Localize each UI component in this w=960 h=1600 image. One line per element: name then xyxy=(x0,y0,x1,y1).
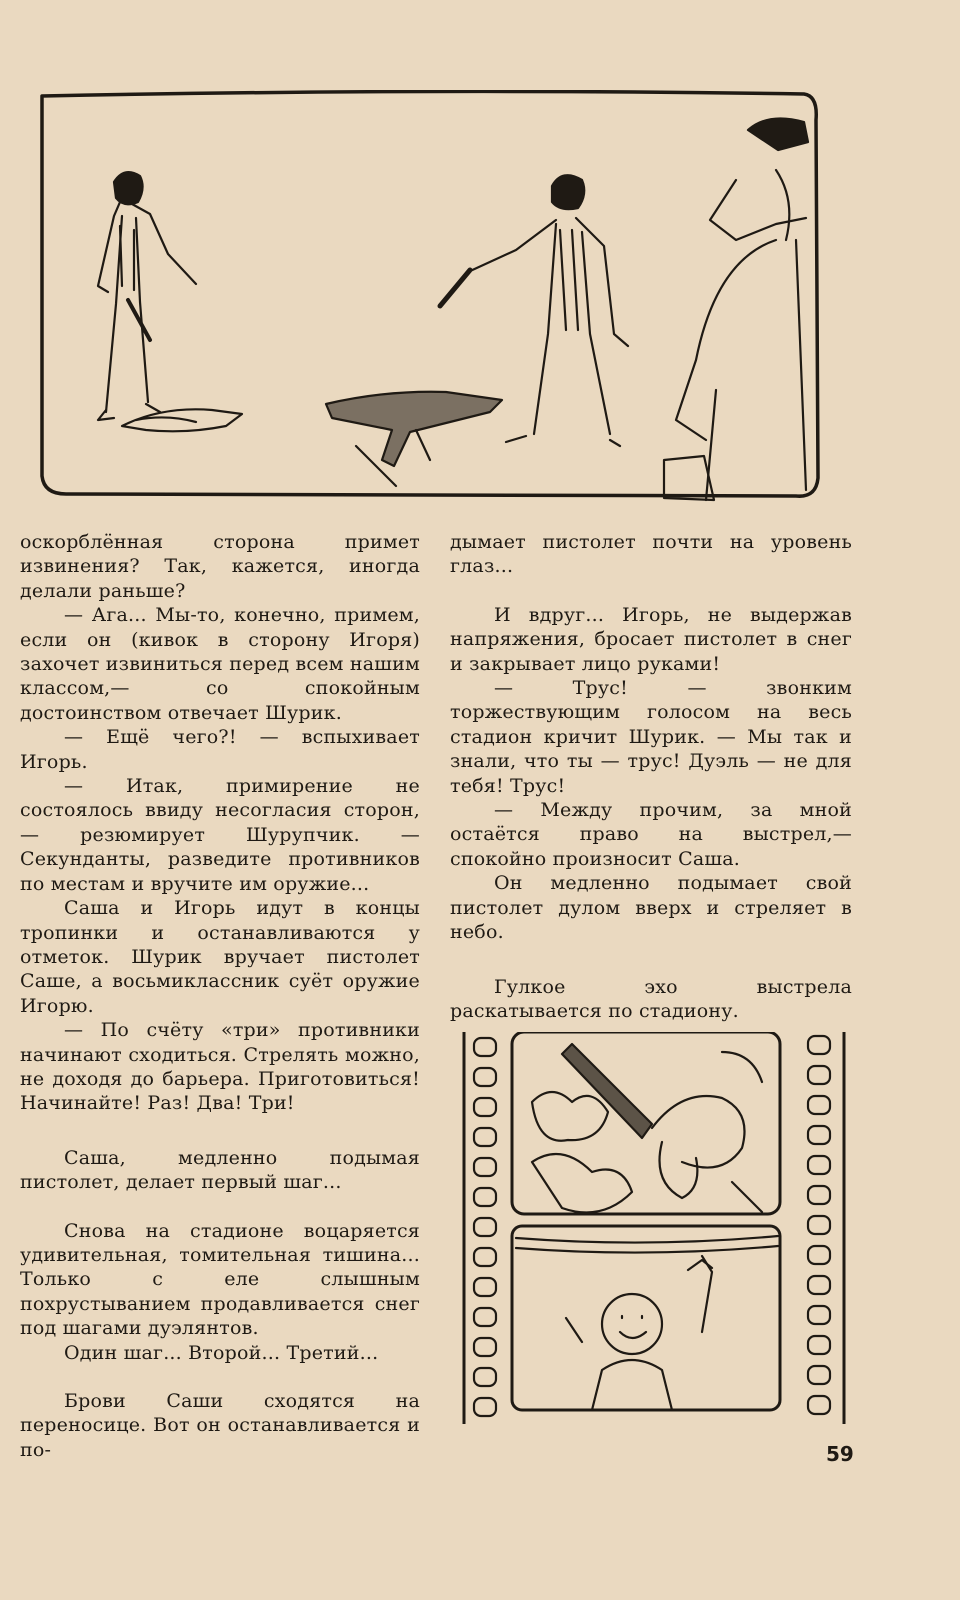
dropped-coat xyxy=(122,409,242,431)
illustration-frame xyxy=(42,91,818,496)
paragraph: Гулкое эхо выстрела раскатывается по стадиону. xyxy=(450,975,852,1022)
second-figure xyxy=(664,118,808,500)
paragraph: Саша, медленно подымая пистолет, делает первый шаг... xyxy=(20,1146,420,1194)
paragraph: — Итак, примирение не состоялось ввиду несогласия сторон,— резюмирует Шурупчик. — Секунданты, разведите противников по местам и вручите им оружие... xyxy=(20,775,420,895)
frame-boy xyxy=(512,1226,780,1410)
frame-shot xyxy=(512,1032,780,1214)
paragraph: — Ещё чего?! — вспыхивает Игорь. xyxy=(20,726,420,773)
filmstrip-illustration xyxy=(462,1032,850,1424)
sprocket-holes-left xyxy=(474,1038,496,1416)
paragraph: Один шаг... Второй... Третий... xyxy=(64,1341,379,1364)
igor-figure xyxy=(98,172,196,420)
sprocket-holes-right xyxy=(808,1036,830,1414)
paragraph: — Между прочим, за мной остаётся право на выстрел,— спокойно произносит Саша. xyxy=(450,799,852,870)
paragraph: — Трус! — звонким торжествующим голосом на весь стадион кричит Шурик. — Мы так и знали, что ты — трус! Дуэль — не для тебя! Трус! xyxy=(450,677,852,797)
dropped-coat-2 xyxy=(326,392,502,466)
paragraph: Он медленно подымает свой пистолет дулом вверх и стреляет в небо. xyxy=(450,872,852,944)
paragraph: Саша и Игорь идут в концы тропинки и останавливаются у отметок. Шурик вручает пистолет Саше, а восьмиклассник суёт оружие Игорю. xyxy=(20,897,420,1017)
paragraph: — Ага... Мы-то, конечно, примем, если он (кивок в сторону Игоря) захочет извиниться перед всем нашим классом,— со спокойным достоинством отвечает Шурик. xyxy=(20,604,420,724)
text-column-left xyxy=(20,530,420,1462)
text-column-right xyxy=(450,530,852,1023)
paragraph: дымает пистолет почти на уровень глаз... xyxy=(450,531,852,578)
paragraph: Снова на стадионе воцаряется удивительная, томительная тишина... Только с еле слышным похрустыванием продавливается снег под шагами дуэлянтов. xyxy=(20,1219,420,1340)
duel-illustration xyxy=(36,90,836,502)
paragraph: Брови Саши сходятся на переносице. Вот он останавливается и по- xyxy=(20,1390,420,1461)
page-number: 59 xyxy=(826,1442,854,1466)
paragraph: оскорблённая сторона примет извинения? Так, кажется, иногда делали раньше? xyxy=(20,531,420,602)
paragraph: — По счёту «три» противники начинают сходиться. Стрелять можно, не доходя до барьера. Приготовиться! Начинайте! Раз! Два! Три! xyxy=(20,1019,420,1115)
paragraph: И вдруг... Игорь, не выдержав напряжения, бросает пистолет в снег и закрывает лицо руками! xyxy=(450,603,852,675)
